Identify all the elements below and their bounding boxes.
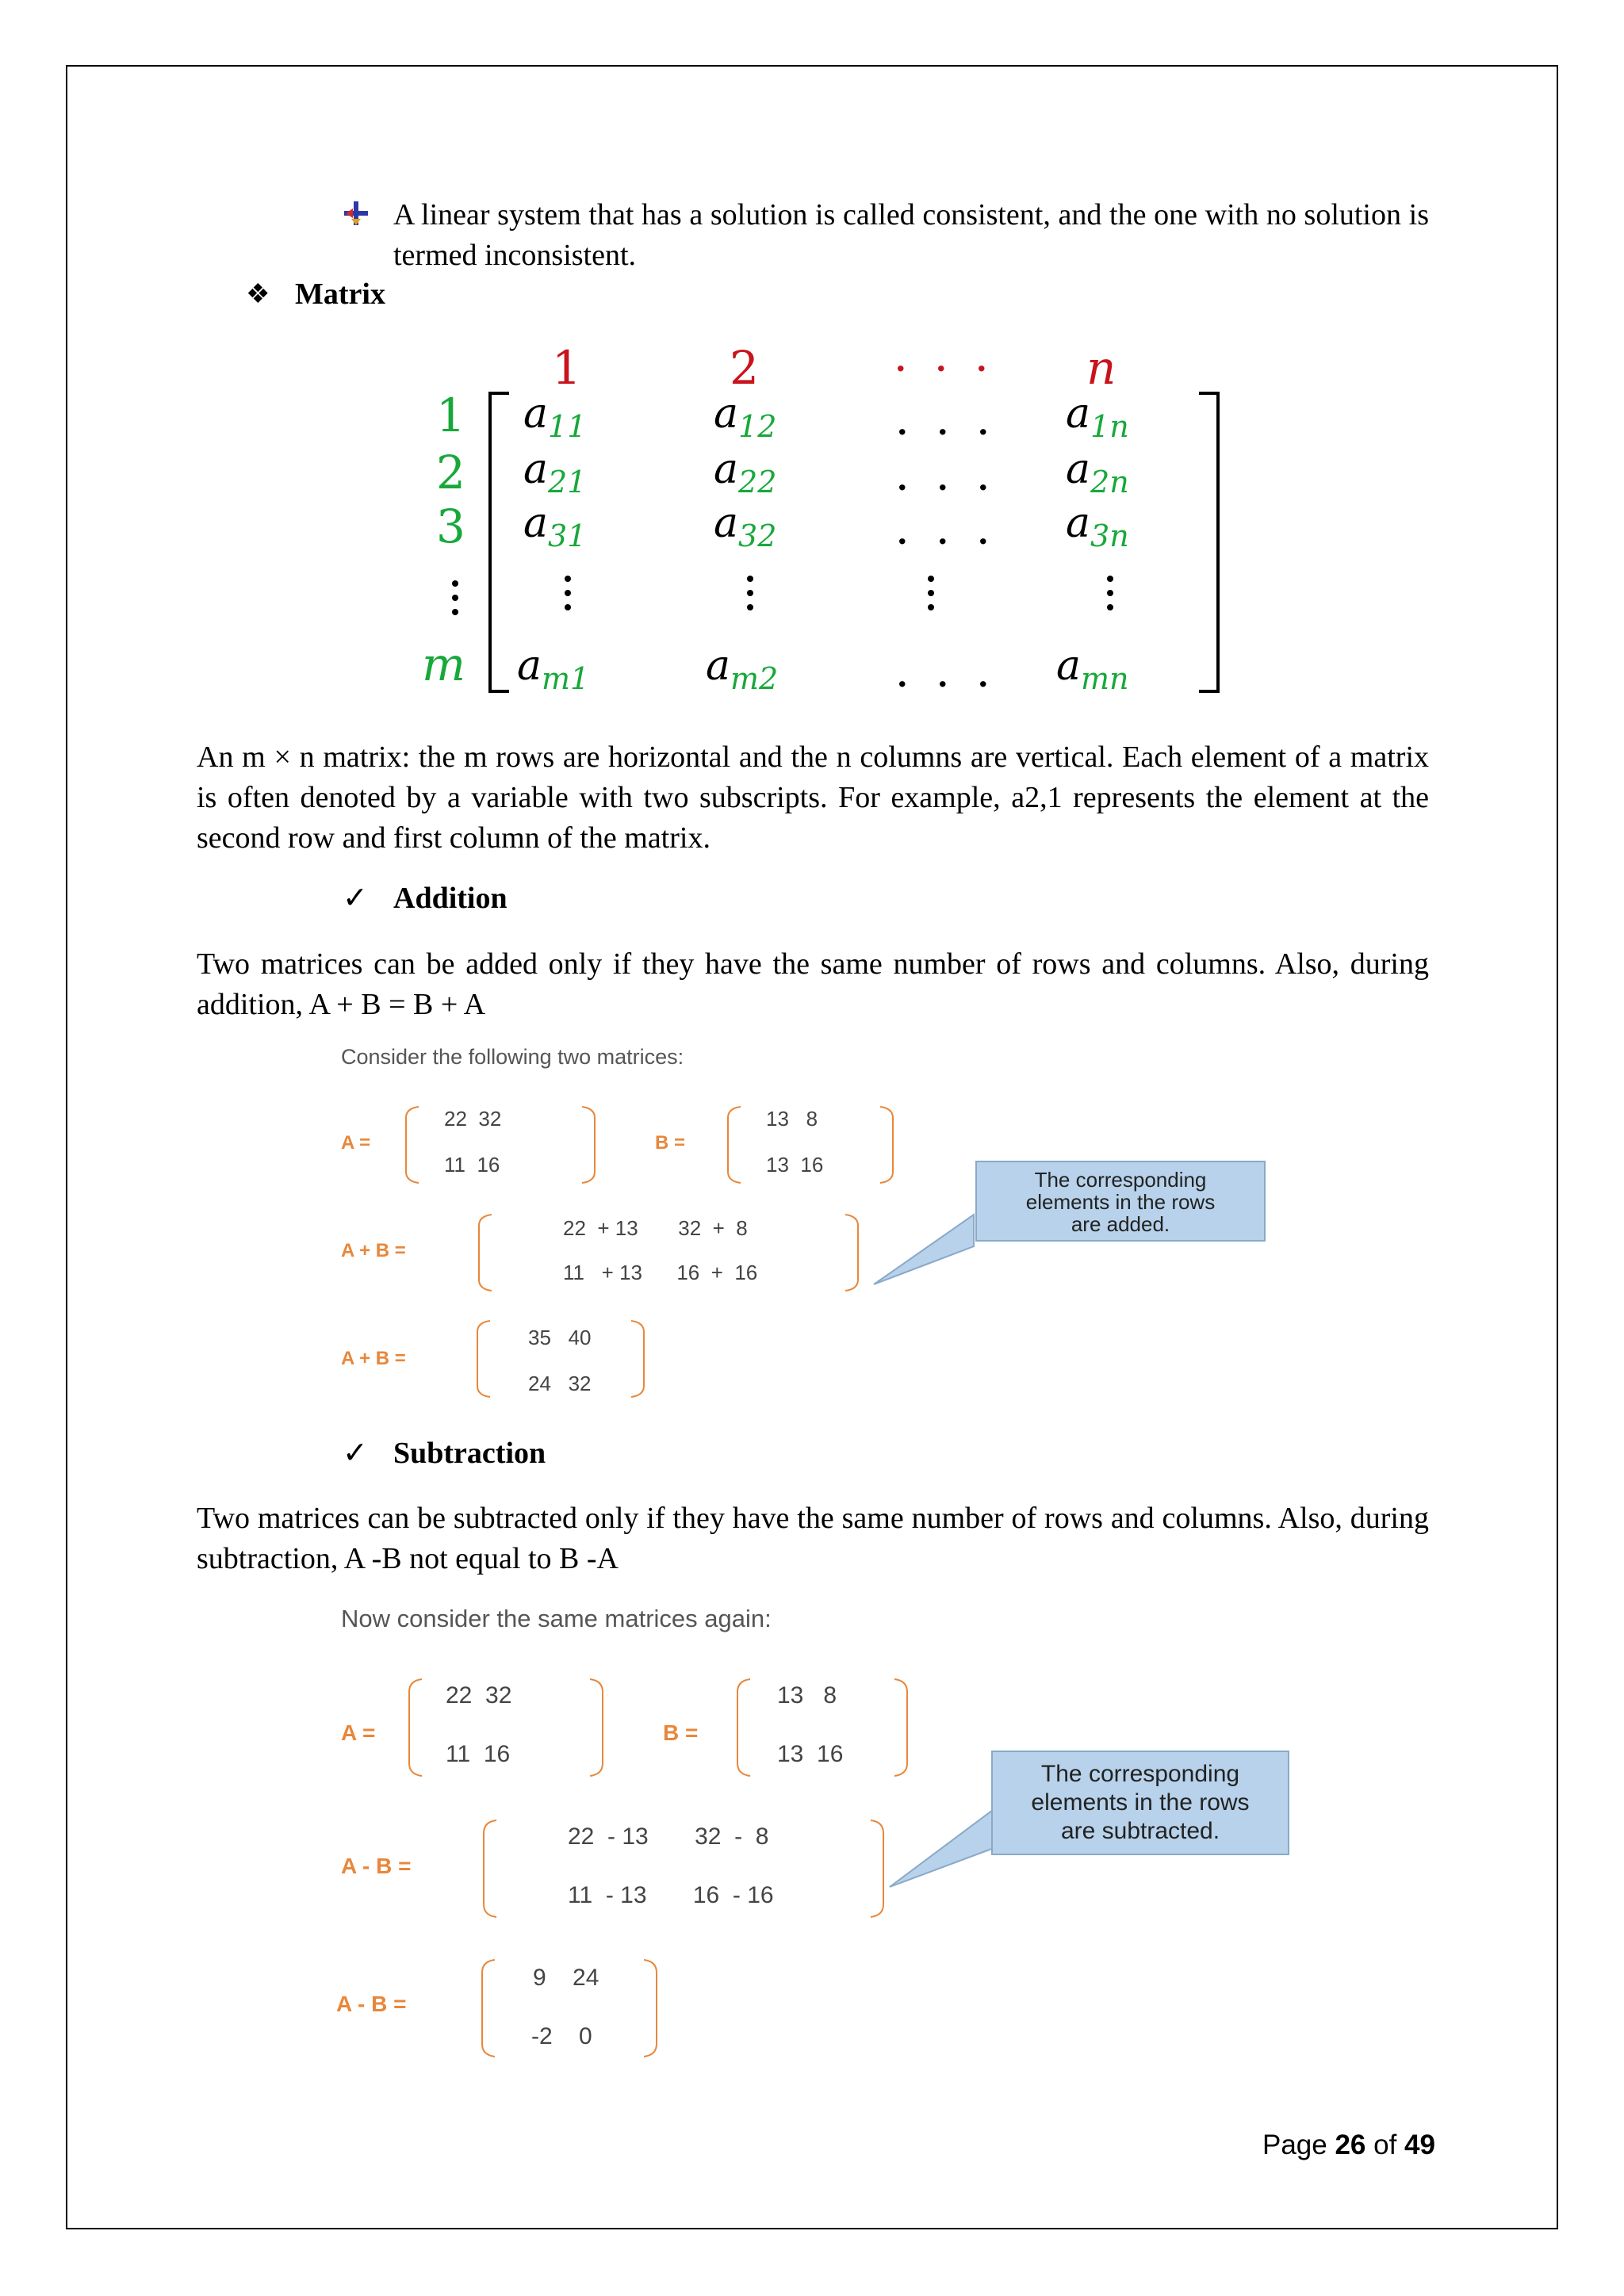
matrix-figure	[341, 333, 1245, 706]
addition-figure	[333, 1031, 1364, 1411]
matrix-element: $a_{12}$	[714, 390, 777, 444]
page-number: Page 26 of 49	[1262, 2130, 1435, 2160]
column-vdots	[747, 576, 753, 618]
addition-paragraph: Two matrices can be added only if they have the same number of rows and columns. Also, during addition, A + B = B + A	[197, 947, 1429, 1021]
column-vdots	[928, 576, 934, 618]
row-ellipsis: . . .	[898, 457, 999, 498]
matrix-heading: Matrix	[295, 277, 385, 311]
row-ellipsis: . . .	[898, 402, 999, 442]
matrix-element: $a_{31}$	[523, 499, 587, 553]
addition-caption: Consider the following two matrices:	[341, 1045, 684, 1069]
result-label: A + B =	[341, 1348, 406, 1369]
matrix-a-row: 11 16	[446, 1741, 511, 1767]
result-row: -2 0	[531, 2023, 592, 2049]
column-vdots	[1107, 576, 1113, 618]
matrix-b-row: 13 8	[777, 1682, 837, 1709]
subtraction-callout: The corresponding elements in the rows are subtracted.	[991, 1751, 1289, 1855]
matrix-element: $a_{22}$	[714, 446, 777, 499]
column-ellipsis: . . .	[896, 339, 998, 379]
sum-row: 22 + 13 32 + 8	[563, 1216, 748, 1240]
matrix-a-row: 22 32	[446, 1682, 512, 1709]
matrix-a-row: 11 16	[444, 1153, 500, 1177]
matrix-element: $a_{3n}$	[1066, 499, 1129, 553]
result-row: 9 24	[533, 1965, 599, 1991]
matrix-left-bracket	[487, 392, 511, 693]
checkmark-icon: ✓	[343, 882, 368, 915]
difference-label: A - B =	[341, 1854, 412, 1878]
row-vdots	[452, 580, 458, 623]
matrix-b-row: 13 8	[766, 1107, 818, 1131]
matrix-a-label: A =	[341, 1720, 376, 1745]
column-label: 1	[552, 341, 581, 395]
matrix-b-row: 13 16	[766, 1153, 824, 1177]
row-ellipsis: . . .	[898, 654, 999, 695]
column-vdots	[565, 576, 571, 618]
matrix-a-label: A =	[341, 1132, 371, 1154]
addition-callout: The corresponding elements in the rows are added.	[975, 1161, 1266, 1242]
matrix-description: An m × n matrix: the m rows are horizontal and the n columns are vertical. Each element of a matrix is often denoted by a variable with two subscripts. For example, a2,1 represents the element at the second row and first column of the matrix.	[197, 740, 1429, 855]
row-label: 3	[436, 499, 465, 553]
subtraction-paragraph: Two matrices can be subtracted only if they have the same number of rows and columns. Also, during subtraction, A -B not equal to B -A	[197, 1502, 1429, 1575]
column-label: n	[1086, 341, 1116, 395]
result-label: A - B =	[336, 1992, 407, 2016]
row-label: m	[422, 637, 465, 691]
matrix-element: $a_{1n}$	[1066, 390, 1129, 444]
callout-pointer	[872, 1213, 975, 1292]
consistent-bullet-text: A linear system that has a solution is called consistent, and the one with no solution is termed inconsistent.	[393, 198, 1429, 272]
sum-row: 11 + 13 16 + 16	[563, 1261, 758, 1284]
matrix-b-row: 13 16	[777, 1741, 844, 1767]
matrix-a-row: 22 32	[444, 1107, 502, 1131]
matrix-b-label: B =	[655, 1132, 686, 1154]
row-label: 1	[436, 388, 465, 442]
subtraction-heading: Subtraction	[393, 1437, 546, 1470]
column-label: 2	[730, 341, 759, 395]
difference-row: 22 - 13 32 - 8	[568, 1823, 769, 1850]
matrix-element: $a_{21}$	[523, 446, 587, 499]
matrix-element: $a_{mn}$	[1056, 642, 1129, 696]
diamond-bullet-icon: ❖	[246, 280, 270, 309]
result-row: 24 32	[528, 1372, 592, 1395]
difference-row: 11 - 13 16 - 16	[568, 1882, 774, 1908]
matrix-element: $a_{2n}$	[1066, 446, 1129, 499]
checkmark-icon: ✓	[343, 1437, 368, 1470]
matrix-right-bracket	[1197, 392, 1221, 693]
row-ellipsis: . . .	[898, 511, 999, 552]
matrix-element: $a_{32}$	[714, 499, 777, 553]
matrix-element: $a_{m2}$	[706, 642, 779, 696]
addition-heading: Addition	[393, 882, 508, 915]
matrix-b-label: B =	[663, 1720, 699, 1745]
sum-label: A + B =	[341, 1240, 406, 1261]
matrix-element: $a_{m1}$	[517, 642, 590, 696]
result-row: 35 40	[528, 1326, 592, 1349]
bullet-arrow-icon	[343, 200, 370, 227]
subtraction-figure	[333, 1594, 1380, 2069]
subtraction-caption: Now consider the same matrices again:	[341, 1605, 772, 1632]
row-label: 2	[436, 446, 465, 499]
matrix-element: $a_{11}$	[523, 390, 587, 444]
